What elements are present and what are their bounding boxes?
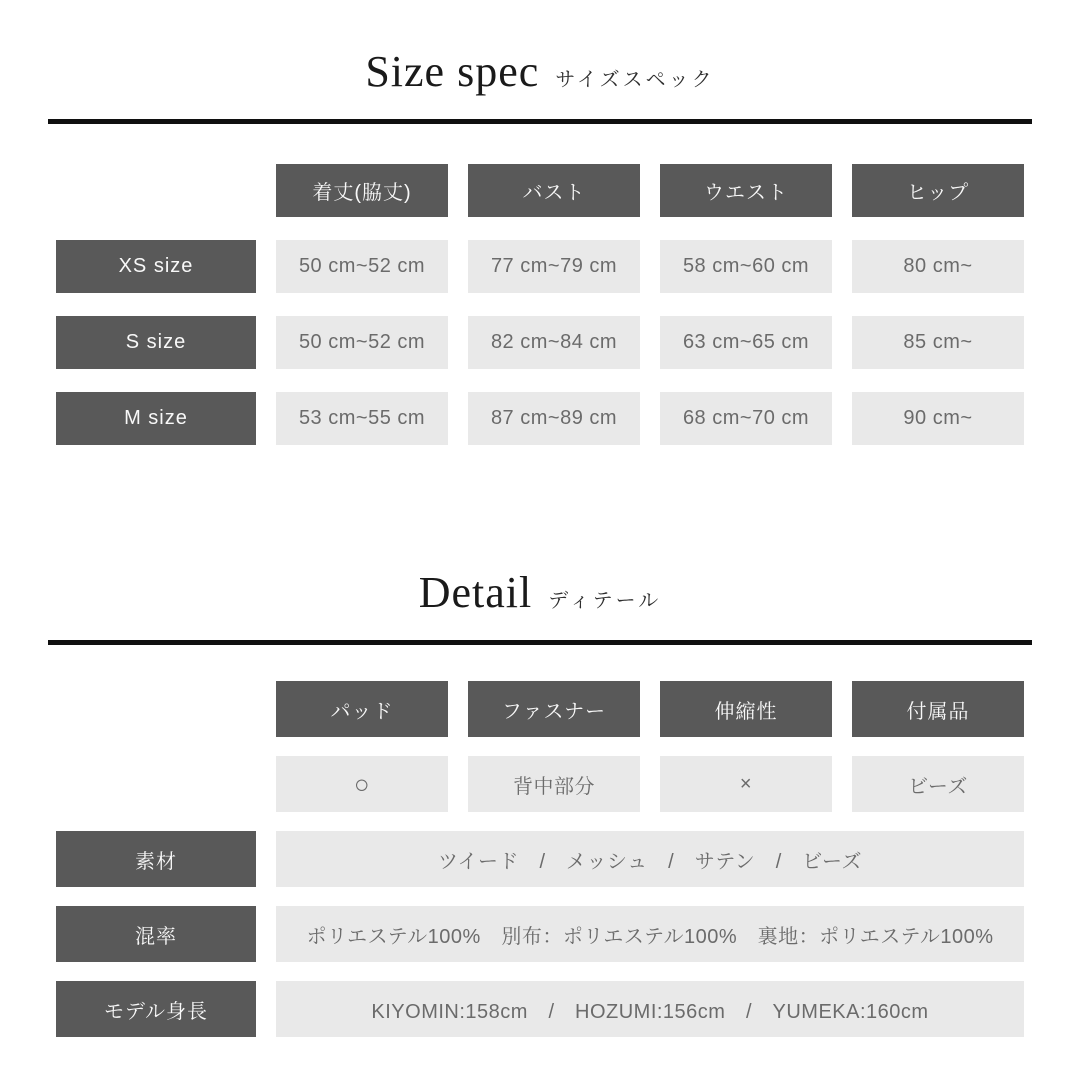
size-spec-title: Size spec: [365, 47, 540, 96]
size-cell: 82 cm~84 cm: [468, 316, 640, 369]
detail-row-label: モデル身長: [56, 981, 256, 1037]
size-cell: 87 cm~89 cm: [468, 392, 640, 445]
size-cell: 63 cm~65 cm: [660, 316, 832, 369]
size-row-label: XS size: [56, 240, 256, 293]
corner-spacer: [56, 756, 256, 812]
size-cell: 58 cm~60 cm: [660, 240, 832, 293]
size-cell: 68 cm~70 cm: [660, 392, 832, 445]
size-cell: 50 cm~52 cm: [276, 240, 448, 293]
size-column-header: ウエスト: [660, 164, 832, 217]
detail-model-height-value: KIYOMIN:158cm / HOZUMI:156cm / YUMEKA:160cm: [276, 981, 1024, 1037]
size-cell: 50 cm~52 cm: [276, 316, 448, 369]
size-spec-subtitle: サイズスペック: [555, 69, 715, 91]
detail-table: [56, 681, 1080, 1037]
detail-subtitle: ディテール: [548, 590, 662, 612]
size-spec-divider: [48, 119, 1032, 124]
detail-column-header: 付属品: [852, 681, 1024, 737]
corner-spacer: [56, 164, 256, 217]
size-cell: 85 cm~: [852, 316, 1024, 369]
size-row-label: S size: [56, 316, 256, 369]
detail-value-fastener: 背中部分: [468, 756, 640, 812]
detail-row-label: 素材: [56, 831, 256, 887]
detail-column-header: ファスナー: [468, 681, 640, 737]
detail-title: Detail: [418, 568, 533, 617]
detail-value-stretch: ×: [660, 756, 832, 812]
size-column-header: バスト: [468, 164, 640, 217]
size-cell: 77 cm~79 cm: [468, 240, 640, 293]
size-row-label: M size: [56, 392, 256, 445]
size-cell: 90 cm~: [852, 392, 1024, 445]
size-cell: 53 cm~55 cm: [276, 392, 448, 445]
size-column-header: ヒップ: [852, 164, 1024, 217]
detail-header: [0, 445, 1080, 618]
detail-value-accessory: ビーズ: [852, 756, 1024, 812]
detail-composition-value: ポリエステル100% 別布：ポリエステル100% 裏地：ポリエステル100%: [276, 906, 1024, 962]
detail-value-pad: ○: [276, 756, 448, 812]
detail-divider: [48, 640, 1032, 645]
size-spec-table: [56, 164, 1080, 445]
size-column-header: 着丈(脇丈): [276, 164, 448, 217]
size-cell: 80 cm~: [852, 240, 1024, 293]
size-spec-header: [0, 0, 1080, 97]
detail-material-value: ツイード / メッシュ / サテン / ビーズ: [276, 831, 1024, 887]
detail-row-label: 混率: [56, 906, 256, 962]
detail-column-header: 伸縮性: [660, 681, 832, 737]
detail-column-header: パッド: [276, 681, 448, 737]
corner-spacer: [56, 681, 256, 737]
